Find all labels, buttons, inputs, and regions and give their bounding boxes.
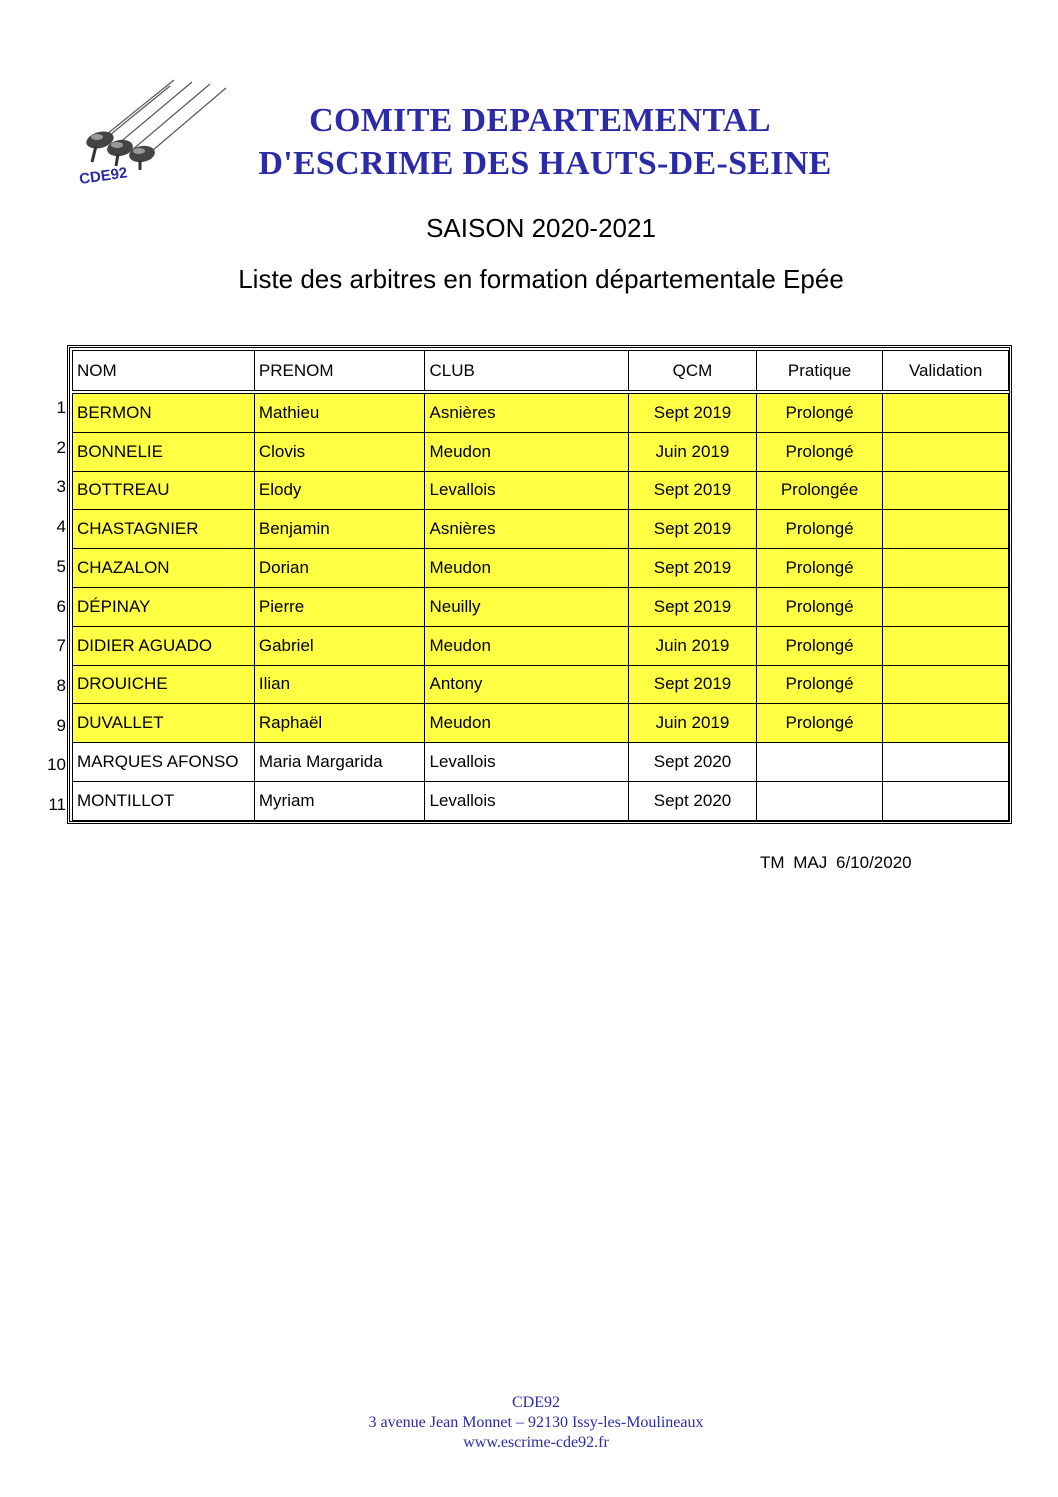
cell-prenom: Elody xyxy=(254,471,425,510)
cell-club: Asnières xyxy=(425,394,629,433)
cell-club: Meudon xyxy=(425,704,629,743)
cell-nom: BERMON xyxy=(73,394,255,433)
cell-qcm: Juin 2019 xyxy=(629,432,757,471)
cell-prenom: Ilian xyxy=(254,665,425,704)
cell-pratique: Prolongé xyxy=(756,549,883,588)
cell-validation xyxy=(883,432,1009,471)
row-number: 3 xyxy=(56,477,66,497)
cell-nom: DIDIER AGUADO xyxy=(73,626,255,665)
cell-club: Neuilly xyxy=(425,587,629,626)
cell-pratique: Prolongé xyxy=(756,510,883,549)
cell-pratique: Prolongé xyxy=(756,394,883,433)
cell-validation xyxy=(883,471,1009,510)
cell-club: Meudon xyxy=(425,549,629,588)
cell-prenom: Benjamin xyxy=(254,510,425,549)
cell-nom: MONTILLOT xyxy=(73,781,255,820)
cell-pratique xyxy=(756,743,883,782)
cell-prenom: Raphaël xyxy=(254,704,425,743)
cell-validation xyxy=(883,704,1009,743)
logo-text: CDE92 xyxy=(78,164,129,188)
table-row xyxy=(73,626,1009,665)
cell-qcm: Sept 2019 xyxy=(629,394,757,433)
cell-prenom: Pierre xyxy=(254,587,425,626)
cell-prenom: Mathieu xyxy=(254,394,425,433)
cell-club: Levallois xyxy=(425,743,629,782)
cell-qcm: Sept 2019 xyxy=(629,587,757,626)
cell-pratique: Prolongé xyxy=(756,587,883,626)
org-title-line2: D'ESCRIME DES HAUTS-DE-SEINE xyxy=(258,145,832,182)
update-note: TM MAJ 6/10/2020 xyxy=(760,853,912,872)
table-row xyxy=(73,549,1009,588)
cell-nom: CHAZALON xyxy=(73,549,255,588)
cell-validation xyxy=(883,665,1009,704)
cell-nom: DROUICHE xyxy=(73,665,255,704)
col-header-nom: NOM xyxy=(73,351,255,391)
row-number: 5 xyxy=(56,556,66,576)
cell-prenom: Gabriel xyxy=(254,626,425,665)
row-number: 11 xyxy=(48,795,66,814)
cell-validation xyxy=(883,626,1009,665)
cell-pratique: Prolongé xyxy=(756,626,883,665)
table-row xyxy=(73,394,1009,433)
cell-prenom: Dorian xyxy=(254,549,425,588)
row-number: 7 xyxy=(56,636,66,656)
row-number: 4 xyxy=(56,517,66,537)
cell-club: Asnières xyxy=(425,510,629,549)
cell-qcm: Sept 2019 xyxy=(629,665,757,704)
cell-validation xyxy=(883,549,1009,588)
footer-address: 3 avenue Jean Monnet – 92130 Issy-les-Moulineaux xyxy=(368,1414,704,1431)
cell-club: Meudon xyxy=(425,626,629,665)
footer-org: CDE92 xyxy=(512,1394,560,1411)
footer xyxy=(0,1393,1058,1453)
col-header-qcm: QCM xyxy=(629,351,757,391)
table-row xyxy=(73,432,1009,471)
referee-table-frame xyxy=(67,345,1012,824)
cell-club: Levallois xyxy=(425,781,629,820)
cell-nom: DÉPINAY xyxy=(73,587,255,626)
table-row xyxy=(73,781,1009,820)
table-row xyxy=(73,743,1009,782)
col-header-club: CLUB xyxy=(425,351,629,391)
cell-pratique: Prolongé xyxy=(756,432,883,471)
cell-nom: DUVALLET xyxy=(73,704,255,743)
cell-qcm: Sept 2019 xyxy=(629,471,757,510)
col-header-validation: Validation xyxy=(883,351,1009,391)
cell-pratique: Prolongée xyxy=(756,471,883,510)
table-row xyxy=(73,704,1009,743)
cell-nom: BONNELIE xyxy=(73,432,255,471)
table-header-row xyxy=(73,351,1009,391)
cell-validation xyxy=(883,510,1009,549)
cell-nom: BOTTREAU xyxy=(73,471,255,510)
cell-validation xyxy=(883,587,1009,626)
row-number: 8 xyxy=(56,675,66,695)
cell-validation xyxy=(883,743,1009,782)
row-number: 1 xyxy=(56,398,66,417)
list-subtitle: Liste des arbitres en formation départementale Epée xyxy=(238,264,844,294)
table-row xyxy=(73,471,1009,510)
col-header-prenom: PRENOM xyxy=(254,351,425,391)
cell-prenom: Myriam xyxy=(254,781,425,820)
cell-club: Levallois xyxy=(425,471,629,510)
cell-qcm: Sept 2019 xyxy=(629,510,757,549)
cell-pratique: Prolongé xyxy=(756,665,883,704)
season-title: SAISON 2020-2021 xyxy=(426,213,656,243)
cell-club: Meudon xyxy=(425,432,629,471)
org-title-line1: COMITE DEPARTEMENTAL xyxy=(309,102,771,139)
cell-qcm: Juin 2019 xyxy=(629,626,757,665)
table-row xyxy=(73,665,1009,704)
table-row xyxy=(73,587,1009,626)
cell-prenom: Clovis xyxy=(254,432,425,471)
footer-website: www.escrime-cde92.fr xyxy=(463,1434,609,1451)
cell-qcm: Sept 2020 xyxy=(629,743,757,782)
cell-nom: MARQUES AFONSO xyxy=(73,743,255,782)
cell-pratique: Prolongé xyxy=(756,704,883,743)
row-number: 9 xyxy=(56,715,66,735)
cell-validation xyxy=(883,781,1009,820)
cell-club: Antony xyxy=(425,665,629,704)
cell-nom: CHASTAGNIER xyxy=(73,510,255,549)
cell-qcm: Sept 2019 xyxy=(629,549,757,588)
row-number: 6 xyxy=(56,596,66,616)
row-number: 2 xyxy=(56,437,66,457)
cell-pratique xyxy=(756,781,883,820)
cell-qcm: Juin 2019 xyxy=(629,704,757,743)
referee-table xyxy=(72,350,1009,821)
cell-prenom: Maria Margarida xyxy=(254,743,425,782)
cell-qcm: Sept 2020 xyxy=(629,781,757,820)
col-header-pratique: Pratique xyxy=(756,351,883,391)
row-number: 10 xyxy=(47,755,66,775)
cell-validation xyxy=(883,394,1009,433)
table-row xyxy=(73,510,1009,549)
